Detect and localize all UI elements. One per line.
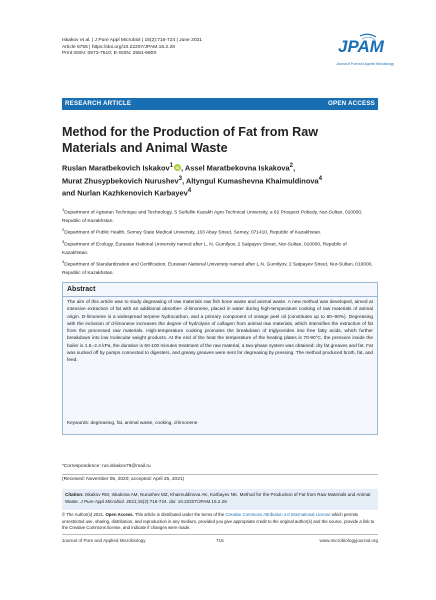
author-name[interactable]: Murat Zhusypbekovich Nurushev — [62, 176, 179, 186]
affiliation-item — [62, 238, 374, 257]
copyright-text: which permits unrestricted use, sharing, distribution, and reproduction in any medium, provided you give appropriate credit to the original author(s) and the source, provide a link to the Creative Commons license, and indicate if changes were made. — [62, 512, 375, 531]
author-affiliation-sup: 4 — [187, 187, 192, 195]
keywords-value: degreasing, fat, animal waste, cooking, d-limonene — [90, 421, 198, 426]
footer-divider — [62, 534, 378, 535]
open-access-label: OPEN ACCESS — [327, 100, 375, 107]
citation-text: Iskakov RM, Iskakova AM, Nurushev MZ, Khaimuldinova AK, Karbayev NK. Method for the Production of Fat from Raw Materials and Animal Waste. — [65, 492, 371, 504]
author-list — [62, 161, 372, 199]
affiliation-text: Department of Ecology, Eurasian National University named after L. N. Gumilyov, 2 Satpayev Street, Nur-Sultan, 010000, Republic of Kazakhstan. — [62, 242, 347, 256]
abstract-divider — [63, 296, 377, 297]
affiliations — [62, 206, 374, 278]
jpam-logo — [338, 32, 384, 58]
logo-subtitle: Journal of Pure and Applied Microbiology — [336, 62, 394, 66]
orcid-icon[interactable]: iD — [175, 165, 180, 171]
author-affiliation-sup: 1 — [169, 162, 174, 169]
affiliation-item — [62, 258, 374, 277]
footer-website-link[interactable]: www.microbiologyjournal.org — [319, 538, 378, 543]
affiliation-item — [62, 206, 374, 225]
affiliation-text: Department of Standardization and Certification, Eurasian National University named after L.N. Gumilyov, 2 Satpayev Street, Nur-Sultan, 010000, Republic of Kazakhstan. — [62, 262, 373, 276]
author-name[interactable]: , Assel Maratbekovna Iskakova — [181, 163, 290, 173]
author-affiliation-sup: 4 — [318, 174, 322, 182]
abstract-heading: Abstract — [67, 286, 96, 293]
issn-line: Print ISSN: 0973-7510; E-ISSN: 2581-690X — [62, 51, 157, 57]
affiliation-sup: 3 — [62, 239, 65, 245]
article-type-banner — [62, 98, 378, 110]
author-separator: , — [293, 163, 296, 173]
affiliation-sup: 1 — [62, 207, 65, 212]
affiliation-text: Department of Agrarian Technique and Technology, S Seifullin Kazakh Agro Technical University, a 62 Prospect Pobedy, Nur-Sultan, 010000, Republic of Kazakhstan. — [62, 210, 363, 224]
citation-journal: J Pure Appl Microbiol. — [80, 499, 125, 504]
copyright-text: This article is distributed under the terms of the — [134, 512, 225, 517]
citation-label: Citation: — [65, 492, 84, 497]
footer-journal-name: Journal of Pure and Applied Microbiology — [62, 538, 146, 543]
abstract-box — [62, 282, 378, 435]
keywords-line — [67, 421, 197, 426]
header-metadata — [62, 38, 202, 58]
author-affiliation-sup: 2 — [289, 162, 294, 169]
copyright-notice — [62, 512, 378, 532]
author-name[interactable]: and Nurlan Kazhkenovich Karbayev — [62, 188, 188, 198]
svg-text:JPAM: JPAM — [338, 37, 384, 56]
author-affiliation-sup: 3 — [178, 174, 183, 182]
license-link[interactable]: Creative Commons Attribution 4.0 International License — [225, 512, 331, 517]
author-name[interactable]: Ruslan Maratbekovich Iskakov — [62, 163, 170, 173]
copyright-lead: © The Author(s) 2021. — [62, 512, 105, 517]
citation-tail[interactable]: 2021;15(2):716-724. doi: 10.22207/JPAM.15.2.28 — [126, 499, 227, 504]
citation-line: Iskakov et al. | J Pure Appl Microbiol | 15(2):716-724 | June 2021 — [62, 38, 203, 43]
affiliation-sup: 2 — [62, 227, 65, 232]
keywords-label: Keywords: — [67, 421, 90, 426]
abstract-text: The aim of this article was to study degreasing of raw materials raw fish bone waste and animal waste. A new method was developed, aimed at intensive extraction of fat with an additional absorber- d-limonene, placed in water during high-temperature cooking of raw materials of animal origin. D-limonene is a widespread terpene hydrocarbon, and a primary component of orange peel oil (constitutes up to 80–90%). Degreasing with the inclusion of d-limonene increases the degree of hydrolysis of collagen from animal raw materials, which intensifies the extraction of fat from the processed raw materials. High-temperature cooking promotes the breakdown of triglycerides into free fatty acids, which further breakdown into low molecular weight products. At the end of the heat the temperature of the heating plates is 70-90°C, the pressure inside the boiler is 1.6,-2.4 kPa, the duration is 60-100 minutes treatment of the raw material, a two-phase system was obtained: dry fat greaves and fat. Fat was sucked off by pumps connected to digesters, and greasy greaves were sent for degreasing by pressing. The method produced broth, fat, and feed. — [67, 300, 373, 363]
affiliation-sup: 4 — [62, 259, 65, 265]
article-doi-line[interactable]: Article 6755 | https://doi.org/10.22207/JPAM.15.2.28 — [62, 44, 175, 50]
correspondence[interactable]: *Correspondence: rus.iskakov79@mail.ru — [62, 464, 151, 469]
divider — [62, 474, 378, 475]
open-access-label: Open Access. — [105, 512, 134, 517]
footer-page-number: 716 — [216, 538, 224, 543]
research-article-label: RESEARCH ARTICLE — [65, 100, 132, 107]
affiliation-item — [62, 226, 374, 238]
article-title: Method for the Production of Fat from Raw Materials and Animal Waste — [62, 125, 319, 155]
received-dates: (Received: November 05, 2020; accepted: April 25, 2021) — [62, 477, 185, 482]
affiliation-text: Department of Public Health, Semey State Medical University, 103 Abay Street, Semey, 071410, Republic of Kazakhstan. — [64, 230, 322, 236]
author-name[interactable]: , Altyngul Kumashevna Khaimuldinova — [182, 176, 319, 186]
jpam-logo-icon — [338, 32, 384, 58]
citation-box — [62, 489, 378, 510]
